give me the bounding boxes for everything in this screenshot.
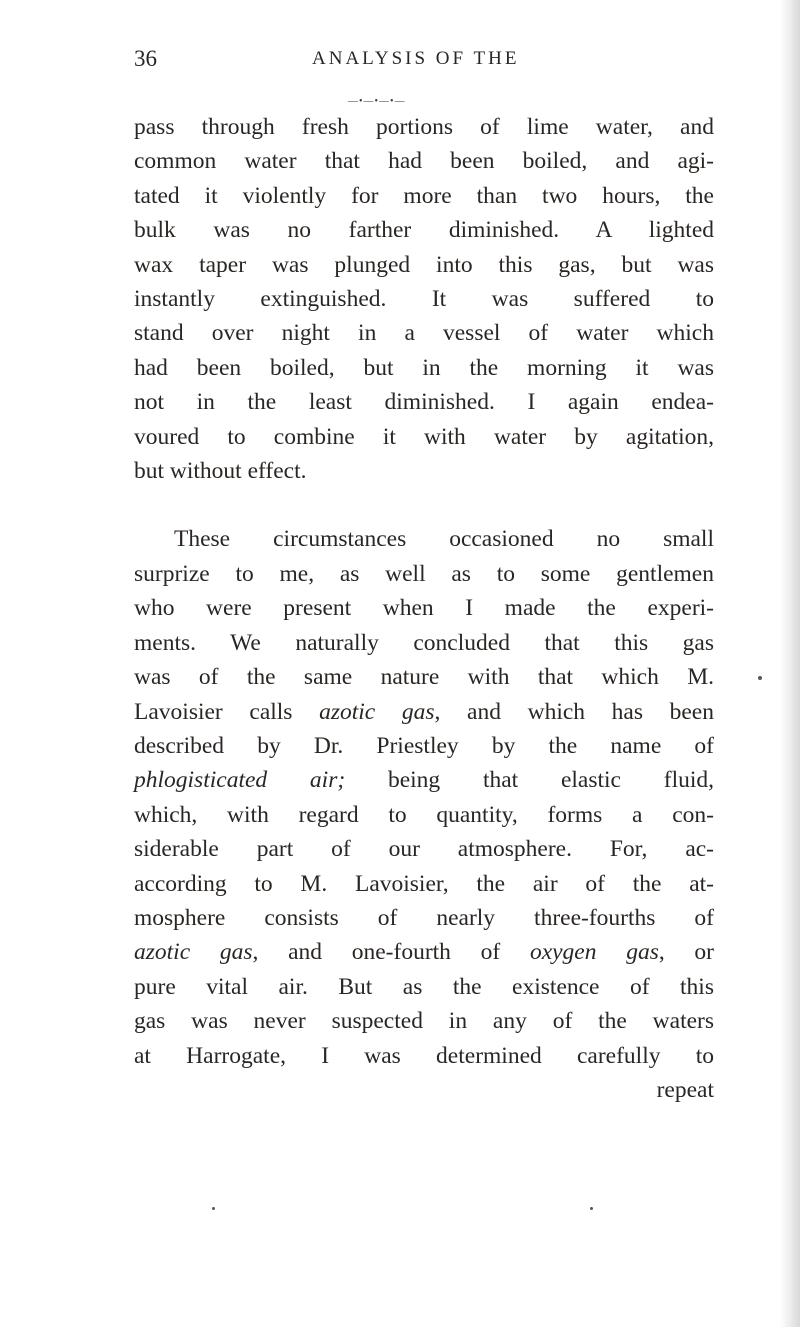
text-line (134, 763, 714, 797)
text-line (134, 935, 714, 969)
text-line: who were present when I made the experi- (134, 595, 714, 622)
catchword: repeat (656, 1076, 714, 1103)
text-line: common water that had been boiled, and agi- (134, 148, 714, 175)
text-line: tated it violently for more than two hours, the (134, 182, 714, 209)
text-run: , and one-fourth of (252, 939, 530, 966)
running-head (134, 44, 734, 88)
print-speck (590, 1207, 593, 1210)
text-line: but without effect. (134, 458, 307, 485)
text-line: instantly extinguished. It was suffered to (134, 286, 714, 313)
text-line: pass through fresh portions of lime water, and (134, 114, 714, 140)
text-line: which, with regard to quantity, forms a con- (134, 801, 714, 828)
text-run: , or (658, 939, 715, 966)
italic-term: azotic gas (319, 698, 435, 725)
text-line: at Harrogate, I was determined carefully to (134, 1042, 714, 1069)
running-title: ANALYSIS OF THE (312, 48, 520, 69)
text-run: being that elastic fluid, (345, 767, 715, 794)
text-line: ments. We naturally concluded that this gas (134, 629, 714, 656)
paragraph-2 (134, 522, 714, 1107)
text-line: gas was never suspected in any of the waters (134, 1008, 714, 1035)
text-line: surprize to me, as well as to some gentlemen (134, 560, 714, 587)
page-number: 36 (134, 46, 157, 71)
text-run: , and which has been (434, 698, 714, 725)
text-line (134, 695, 714, 729)
text-run: Lavoisier calls (134, 698, 320, 725)
head-ornament: —•—•—•— (348, 96, 406, 107)
paragraph-1 (134, 110, 714, 488)
text-line: was of the same nature with that which M. (134, 664, 714, 691)
text-line: wax taper was plunged into this gas, but was (134, 251, 714, 278)
body-text (134, 110, 714, 1107)
text-line: mosphere consists of nearly three-fourths of (134, 904, 714, 931)
text-line: described by Dr. Priestley by the name of (134, 732, 714, 759)
print-speck (758, 676, 762, 680)
text-line: siderable part of our atmosphere. For, ac- (134, 836, 714, 863)
print-speck (212, 1207, 215, 1210)
text-line: bulk was no farther diminished. A lighted (134, 217, 714, 244)
italic-term: phlogisticated air; (134, 767, 346, 794)
italic-term: azotic gas (134, 939, 253, 966)
italic-term: oxygen gas (529, 939, 659, 966)
text-line: according to M. Lavoisier, the air of the at- (134, 870, 714, 897)
text-line: had been boiled, but in the morning it was (134, 354, 714, 381)
paragraph-gap (134, 488, 714, 522)
text-line: stand over night in a vessel of water which (134, 320, 714, 347)
text-line: These circumstances occasioned no small (174, 526, 714, 553)
text-line: not in the least diminished. I again endea- (134, 389, 714, 416)
text-line: pure vital air. But as the existence of this (134, 973, 714, 1000)
text-line: voured to combine it with water by agitation, (134, 423, 714, 450)
